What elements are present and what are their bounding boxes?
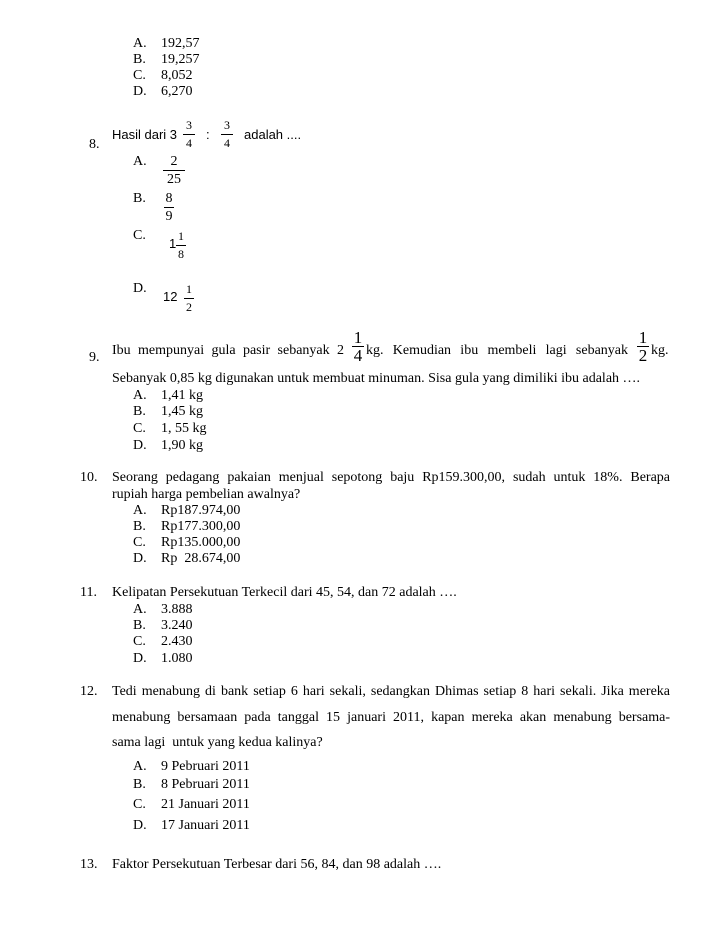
option-text: 1,90 kg — [161, 438, 203, 453]
option-letter: B. — [133, 519, 146, 534]
denominator: 4 — [186, 136, 192, 150]
question-number: 9. — [89, 350, 100, 365]
numerator: 1 — [178, 229, 184, 243]
option-text: 3.240 — [161, 618, 193, 633]
question-text: Kelipatan Persekutuan Terkecil dari 45, 54, dan 72 adalah …. — [112, 585, 457, 600]
option-fraction — [164, 191, 174, 224]
option-text: 192,57 — [161, 36, 200, 51]
option-text: 1,41 kg — [161, 388, 203, 403]
denominator: 4 — [224, 136, 230, 150]
option-letter: D. — [133, 651, 147, 666]
option-letter: A. — [133, 602, 147, 617]
whole-number: 1 — [169, 236, 177, 251]
option-letter: D. — [133, 281, 147, 296]
question-text: Faktor Persekutuan Terbesar dari 56, 84, dan 98 adalah …. — [112, 857, 442, 872]
option-letter: C. — [133, 535, 146, 550]
denominator: 9 — [165, 209, 173, 224]
question-text: Tedi menabung di bank setiap 6 hari sekali, sedangkan Dhimas setiap 8 hari sekali. Jika mereka — [112, 684, 670, 699]
question-text: Ibu mempunyai gula pasir sebanyak 2 — [112, 343, 344, 358]
fraction-bar — [183, 134, 195, 135]
option-letter: C. — [133, 68, 146, 83]
question-number: 11. — [80, 585, 97, 600]
denominator: 8 — [178, 247, 184, 261]
question-text: Seorang pedagang pakaian menjual sepotong baju Rp159.300,00, sudah untuk 18%. Berapa — [112, 470, 670, 485]
numerator: 3 — [224, 118, 230, 132]
question-text: sama lagi untuk yang kedua kalinya? — [112, 735, 323, 750]
fraction — [352, 330, 364, 363]
option-letter: A. — [133, 503, 147, 518]
question-text: menabung bersamaan pada tanggal 15 januari 2011, kapan mereka akan menabung bersama- — [112, 710, 670, 725]
option-letter: A. — [133, 388, 147, 403]
option-letter: C. — [133, 634, 146, 649]
numerator: 1 — [186, 282, 192, 296]
operator: : — [206, 127, 210, 142]
question-number: 12. — [80, 684, 98, 699]
question-text: Sebanyak 0,85 kg digunakan untuk membuat minuman. Sisa gula yang dimiliki ibu adalah …. — [112, 371, 641, 386]
option-fraction — [184, 282, 194, 315]
option-letter: B. — [133, 52, 146, 67]
option-letter: C. — [133, 228, 146, 243]
option-letter: A. — [133, 36, 147, 51]
option-text: Rp 28.674,00 — [161, 551, 241, 566]
question-number: 8. — [89, 137, 100, 152]
option-letter: C. — [133, 797, 146, 812]
denominator: 4 — [353, 346, 363, 365]
numerator: 2 — [170, 154, 178, 169]
option-text: 3.888 — [161, 602, 193, 617]
question-number: 13. — [80, 857, 98, 872]
option-letter: D. — [133, 551, 147, 566]
option-text: Rp187.974,00 — [161, 503, 241, 518]
option-fraction — [176, 229, 186, 262]
option-letter: A. — [133, 154, 147, 169]
option-text: 6,270 — [161, 84, 193, 99]
question-number: 10. — [80, 470, 98, 485]
fraction-bar — [184, 298, 194, 299]
option-text: 9 Pebruari 2011 — [161, 759, 250, 774]
option-fraction — [163, 154, 185, 187]
denominator: 2 — [638, 346, 648, 365]
denominator: 25 — [167, 172, 181, 187]
option-letter: D. — [133, 438, 147, 453]
option-text: 1.080 — [161, 651, 193, 666]
denominator: 2 — [186, 300, 192, 314]
question-text: kg. Kemudian ibu membeli lagi sebanyak — [366, 343, 628, 358]
numerator: 3 — [186, 118, 192, 132]
fraction — [637, 330, 649, 363]
option-text: 2.430 — [161, 634, 193, 649]
question-text: Hasil dari 3 — [112, 127, 178, 142]
numerator: 8 — [165, 191, 173, 206]
fraction-bar — [176, 245, 186, 246]
option-text: 8 Pebruari 2011 — [161, 777, 250, 792]
fraction — [183, 118, 195, 151]
option-letter: B. — [133, 618, 146, 633]
numerator: 1 — [353, 328, 363, 347]
option-letter: D. — [133, 818, 147, 833]
question-text: rupiah harga pembelian awalnya? — [112, 487, 301, 502]
fraction-bar — [163, 170, 185, 171]
option-letter: A. — [133, 759, 147, 774]
option-text: 17 Januari 2011 — [161, 818, 250, 833]
numerator: 1 — [638, 328, 648, 347]
option-letter: D. — [133, 84, 147, 99]
fraction — [221, 118, 233, 151]
question-text: kg. — [651, 343, 669, 358]
question-text: adalah .... — [244, 127, 302, 142]
option-text: Rp135.000,00 — [161, 535, 241, 550]
fraction-bar — [164, 207, 174, 208]
option-text: 8,052 — [161, 68, 193, 83]
whole-number: 12 — [163, 289, 178, 304]
option-letter: B. — [133, 404, 146, 419]
option-text: 1, 55 kg — [161, 421, 207, 436]
option-text: 1,45 kg — [161, 404, 203, 419]
option-letter: C. — [133, 421, 146, 436]
option-text: 21 Januari 2011 — [161, 797, 250, 812]
fraction-bar — [221, 134, 233, 135]
option-letter: B. — [133, 191, 146, 206]
option-text: 19,257 — [161, 52, 200, 67]
option-letter: B. — [133, 777, 146, 792]
option-text: Rp177.300,00 — [161, 519, 241, 534]
